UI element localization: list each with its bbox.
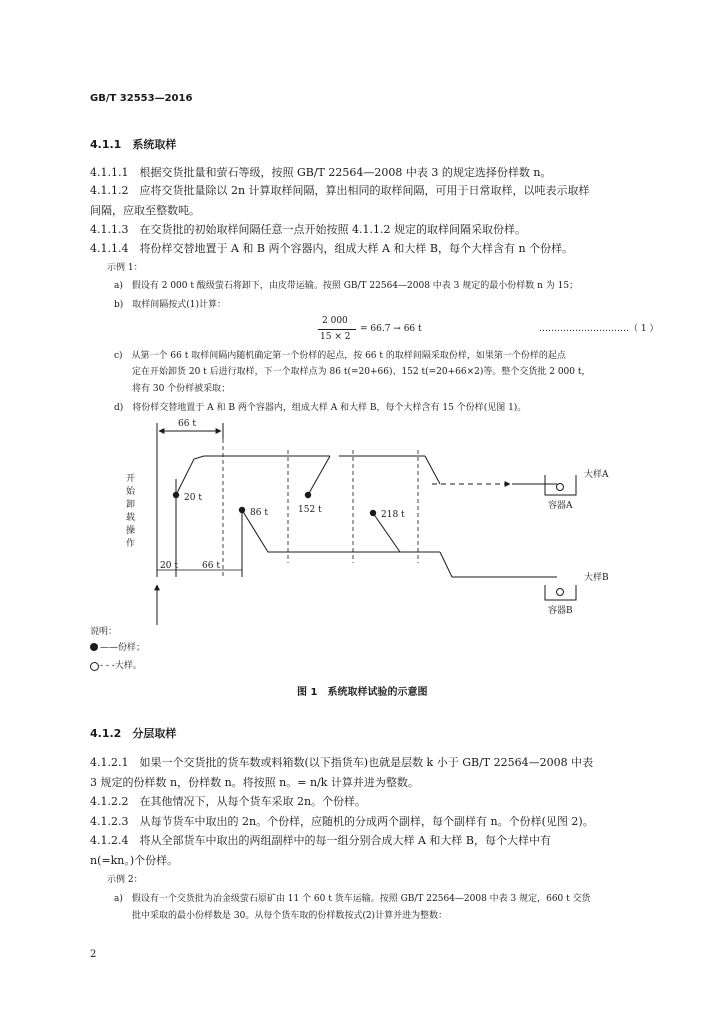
path-from-point-3 [308, 456, 330, 495]
legend-increment: ——份样； [100, 643, 146, 653]
path-to-a-solid [176, 456, 330, 495]
legend-title: 说明： [90, 627, 118, 637]
formula-equation-number: …………………………（ 1 ） [539, 324, 659, 334]
bottom-first-label: 20 t [160, 561, 178, 571]
sample-a-label: 大样A [584, 470, 609, 480]
formula-result: = 66.7 → 66 t [360, 324, 422, 334]
vertical-label-char-1: 开 [126, 474, 136, 484]
example-1-item-c-line1: c) 从第一个 66 t 取样间隔内随机确定第一个份样的起点，按 66 t 的取样间隔采取份样，如果第一个份样的起点 [114, 351, 566, 361]
formula-numerator: 2 000 [322, 316, 348, 326]
sample-point-4-label: 218 t [381, 510, 405, 520]
container-a-sample [557, 484, 564, 491]
path-to-b-bend [440, 552, 452, 577]
sample-point-1-label: 20 t [184, 493, 202, 503]
example-1-title: 示例 1： [107, 263, 143, 273]
example-1-item-b: b) 取样间隔按式(1)计算： [114, 300, 227, 310]
example-2-item-a-line1: a) 假设有一个交货批为冶金级萤石原矿由 11 个 60 t 货车运输。按照 GB/T 22564—2008 中表 3 规定，660 t 交货 [114, 894, 591, 904]
vertical-label-char-6: 作 [126, 539, 136, 549]
figure-1-caption: 图 1 系统取样试验的示意图 [297, 687, 428, 698]
legend-increment-marker [90, 643, 98, 651]
vertical-axis-label [126, 473, 136, 549]
vertical-label-char-5: 操 [126, 526, 136, 536]
paragraph-4-1-2-3: 4.1.2.3 从每节货车中取出的 2n。个份样，应随机的分成两个副样，每个副样有 n。个份样(见图 2)。 [90, 815, 594, 828]
standard-id: GB/T 32553—2016 [90, 93, 193, 104]
example-1-item-c-line2: 定在开始卸货 20 t 后进行取样，下一个取样点为 86 t(=20+66)、152 t(=20+66×2)等。整个交货批 2 000 t， [132, 367, 591, 377]
example-1-item-d: d) 将份样交替地置于 A 和 B 两个容器内，组成大样 A 和大样 B，每个大样含有 15 个份样(见图 1)。 [114, 403, 527, 413]
example-2-item-a-line2: 批中采取的最小份样数是 30。从每个货车取的份样数按式(2)计算并进为整数： [132, 911, 448, 921]
paragraph-4-1-1-4: 4.1.1.4 将份样交替地置于 A 和 B 两个容器内，组成大样 A 和大样 B，每个大样含有 n 个份样。 [90, 242, 574, 255]
container-b-label: 容器B [548, 606, 573, 616]
section-title-4-1-1: 4.1.1 系统取样 [90, 138, 177, 151]
page-number: 2 [90, 949, 97, 960]
top-interval-label: 66 t [178, 419, 196, 429]
paragraph-4-1-2-1-line2: 3 规定的份样数 n，份样数 n。将按照 n。= n/k 计算并进为整数。 [90, 776, 419, 789]
vertical-label-char-3: 卸 [126, 500, 136, 510]
formula-fraction-bar [318, 329, 356, 330]
paragraph-4-1-2-4-line2: n(=kn。)个份样。 [90, 854, 179, 867]
container-a-label: 容器A [548, 501, 573, 511]
legend-gross-marker [90, 662, 99, 671]
section-title-4-1-2: 4.1.2 分层取样 [90, 727, 177, 740]
paragraph-4-1-1-2-line2: 间隔，应取至整数吨。 [90, 204, 200, 217]
paragraph-4-1-1-3: 4.1.1.3 在交货批的初始取样间隔任意一点开始按照 4.1.1.2 规定的取样间隔采取份样。 [90, 223, 526, 236]
formula-denominator: 15 × 2 [320, 332, 351, 342]
paragraph-4-1-2-4-line1: 4.1.2.4 将从全部货车中取出的两组副样中的每一组分别合成大样 A 和大样 B，每个大样中有 [90, 834, 551, 847]
vertical-label-char-2: 始 [126, 487, 136, 497]
example-1-item-c-line3: 将有 30 个份样被采取； [132, 384, 231, 394]
example-1-item-a: a) 假设有 2 000 t 酸级萤石将卸下，由皮带运输。按照 GB/T 22564—2008 中表 3 规定的最小份样数 n 为 15； [114, 281, 579, 291]
sample-point-2-label: 86 t [250, 508, 268, 518]
path-to-a-bend [425, 456, 440, 484]
sample-point-3-label: 152 t [298, 505, 322, 515]
paragraph-4-1-1-2-line1: 4.1.1.2 应将交货批量除以 2n 计算取样间隔，算出相同的取样间隔，可用于日常取样，以吨表示取样 [90, 184, 590, 197]
paragraph-4-1-2-2: 4.1.2.2 在其他情况下，从每个货车采取 2n。个份样。 [90, 795, 367, 808]
example-2-title: 示例 2： [107, 875, 143, 885]
vertical-label-char-4: 载 [126, 513, 136, 523]
bottom-second-label: 66 t [202, 561, 220, 571]
sample-b-label: 大样B [584, 573, 609, 583]
paragraph-4-1-1-1: 4.1.1.1 根据交货批量和萤石等级，按照 GB/T 22564—2008 中表 3 的规定选择份样数 n。 [90, 166, 552, 179]
paragraph-4-1-2-1-line1: 4.1.2.1 如果一个交货批的货车数或料箱数(以下指货车)也就是层数 k 小于 GB/T 22564—2008 中表 [90, 756, 594, 769]
legend-gross: - - -大样。 [100, 661, 142, 671]
container-b-sample [557, 589, 564, 596]
